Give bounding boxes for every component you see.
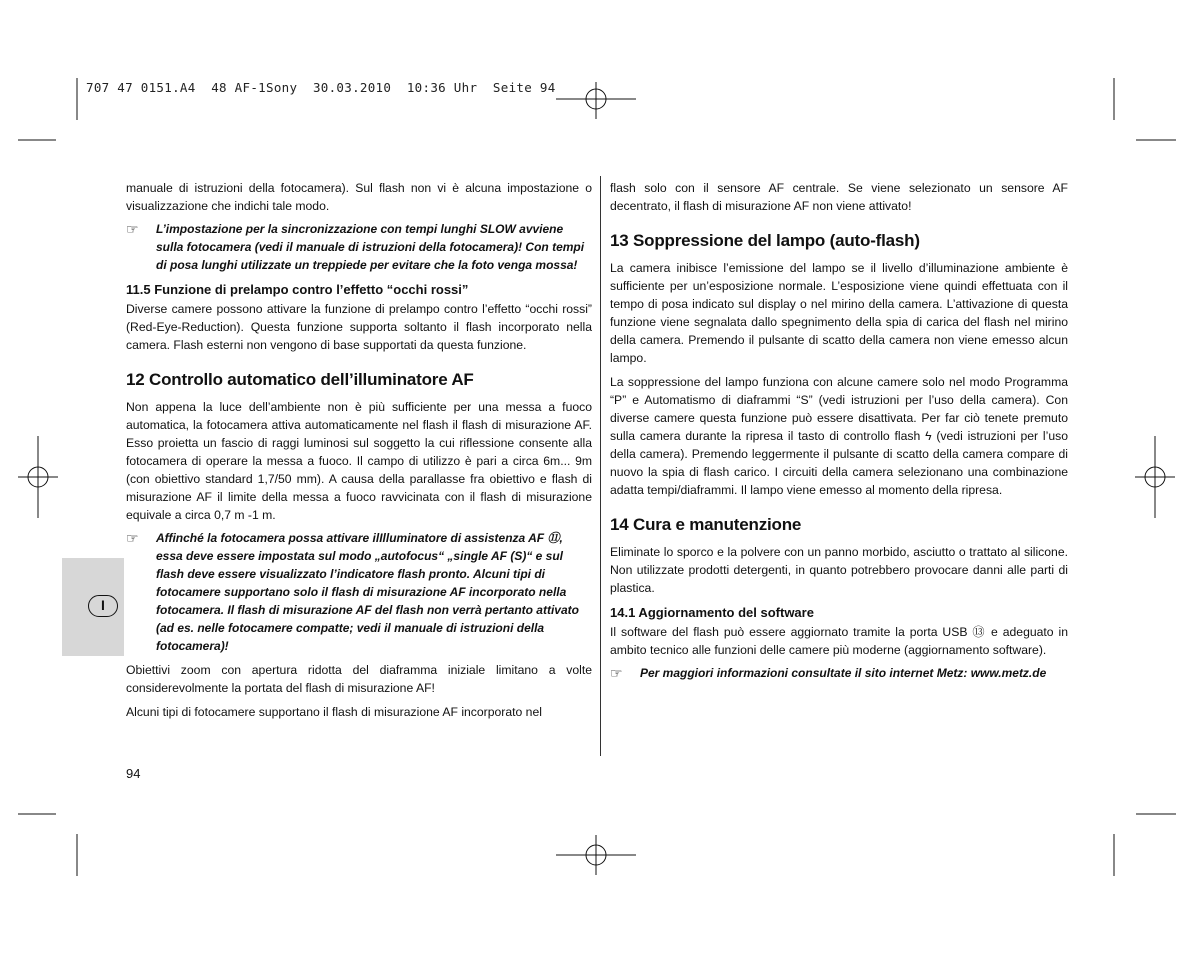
note-text: Per maggiori informazioni consultate il sito internet Metz: www.metz.de (640, 666, 1047, 680)
paragraph: Diverse camere possono attivare la funzione di prelampo contro l’effetto “occhi rossi” (Red-Eye-Reduction). Questa funzione supporta soltanto il flash incorporato nella camera. Flash esterni non vengono di base supportati da questa funzione. (126, 302, 592, 352)
note (126, 529, 592, 655)
paragraph: La camera inibisce l’emissione del lampo se il livello d’illuminazione ambiente è sufficiente per un’esposizione normale. L’esposizione viene quindi effettuata con il tempo di posa indicato sul display o nel mirino della camera. L’attivazione di questa funzione viene segnalata dallo spegnimento della spia di carica del flash nel mirino della camera. Premendo il pulsante di scatto della camera non viene emesso alcun lampo. (610, 261, 1068, 365)
paragraph: flash solo con il sensore AF centrale. Se viene selezionato un sensore AF decentrato, il flash di misurazione AF non viene attivato! (610, 181, 1068, 213)
section-heading-11-5: 11.5 Funzione di prelampo contro l’effetto “occhi rossi” (126, 282, 469, 297)
note-text: Affinché la fotocamera possa attivare ilIlluminatore di assistenza AF ⑪, essa deve essere impostata sul modo „autofocus“ „single AF (S)“ e sul flash deve essere visualizzato l’indicatore flash pronto. Alcuni tipi di fotocamere supportano solo il flash di misurazione AF incorporato nella fotocamera. Il flash di misurazione AF del flash non verrà pertanto attivato (ad es. nelle fotocamere compatte; vedi il manuale di istruzioni della fotocamera)! (156, 531, 579, 653)
paragraph: Eliminate lo sporco e la polvere con un panno morbido, asciutto o trattato al silicone. Non utilizzate prodotti detergenti, in quanto potrebbero provocare danni alle parti di plastica. (610, 545, 1068, 595)
section-heading-13: 13 Soppressione del lampo (auto-flash) (610, 231, 920, 250)
note (126, 220, 592, 274)
pointing-hand-icon: ☞ (126, 530, 139, 546)
paragraph: Alcuni tipi di fotocamere supportano il flash di misurazione AF incorporato nel (126, 705, 542, 719)
column-divider (600, 176, 601, 756)
note-text: L’impostazione per la sincronizzazione con tempi lunghi SLOW avviene sulla fotocamera (vedi il manuale di istruzioni della fotocamera)! Con tempi di posa lunghi utilizzate un treppiede per evitare che la foto venga mossa! (156, 222, 585, 272)
paragraph: manuale di istruzioni della fotocamera). Sul flash non vi è alcuna impostazione o visualizzazione che indichi tale modo. (126, 181, 592, 213)
section-heading-14-1: 14.1 Aggiornamento del software (610, 605, 814, 620)
paragraph: Non appena la luce dell’ambiente non è più sufficiente per una messa a fuoco automatica, la fotocamera attiva automaticamente nel flash il flash di misurazione AF. Esso proietta un fascio di raggi luminosi sul soggetto la cui riflessione consente alla fotocamera di operare la messa a fuoco. Il campo di utilizzo è pari a circa 6m... 9m (con obiettivo standard 1,7/50 mm). A causa della parallasse fra obiettivo e flash di misurazione AF il limite della messa a fuoco ravvicinata con il flash di misurazione equivale a circa 0,7 m -1 m. (126, 400, 592, 522)
left-column (126, 179, 592, 721)
note (610, 664, 1068, 682)
paragraph: La soppressione del lampo funziona con alcune camere solo nel modo Programma “P” e Automatismo di diaframmi “S” (vedi istruzioni per l’uso della camera). Con diverse camere questa funzione può essere disattivata. Per far ciò tenete premuto sulla camera durante la ripresa il tasto di controllo flash ϟ (vedi istruzioni per l’uso della camera). Premendo leggermente il pulsante di scatto della camera compare di nuovo la spia di flash carico. I circuiti della camera selezionano una combinazione adatta tempi/diaframmi. Il lampo viene emesso al momento della ripresa. (610, 375, 1068, 497)
print-slug: 707 47 0151.A4 48 AF-1Sony 30.03.2010 10:36 Uhr Seite 94 (86, 80, 556, 95)
pointing-hand-icon: ☞ (610, 665, 623, 681)
language-tab-label: I (88, 595, 118, 617)
page-number: 94 (126, 766, 141, 781)
paragraph: Obiettivi zoom con apertura ridotta del diaframma iniziale limitano a volte considerevolmente la portata del flash di misurazione AF! (126, 663, 592, 695)
paragraph: Il software del flash può essere aggiornato tramite la porta USB ⑬ e adeguato in ambito tecnico alle funzioni delle camere più moderne (aggiornamento software). (610, 625, 1068, 657)
right-column (610, 179, 1068, 682)
section-heading-12: 12 Controllo automatico dell’illuminatore AF (126, 370, 474, 389)
section-heading-14: 14 Cura e manutenzione (610, 515, 802, 534)
pointing-hand-icon: ☞ (126, 221, 139, 237)
